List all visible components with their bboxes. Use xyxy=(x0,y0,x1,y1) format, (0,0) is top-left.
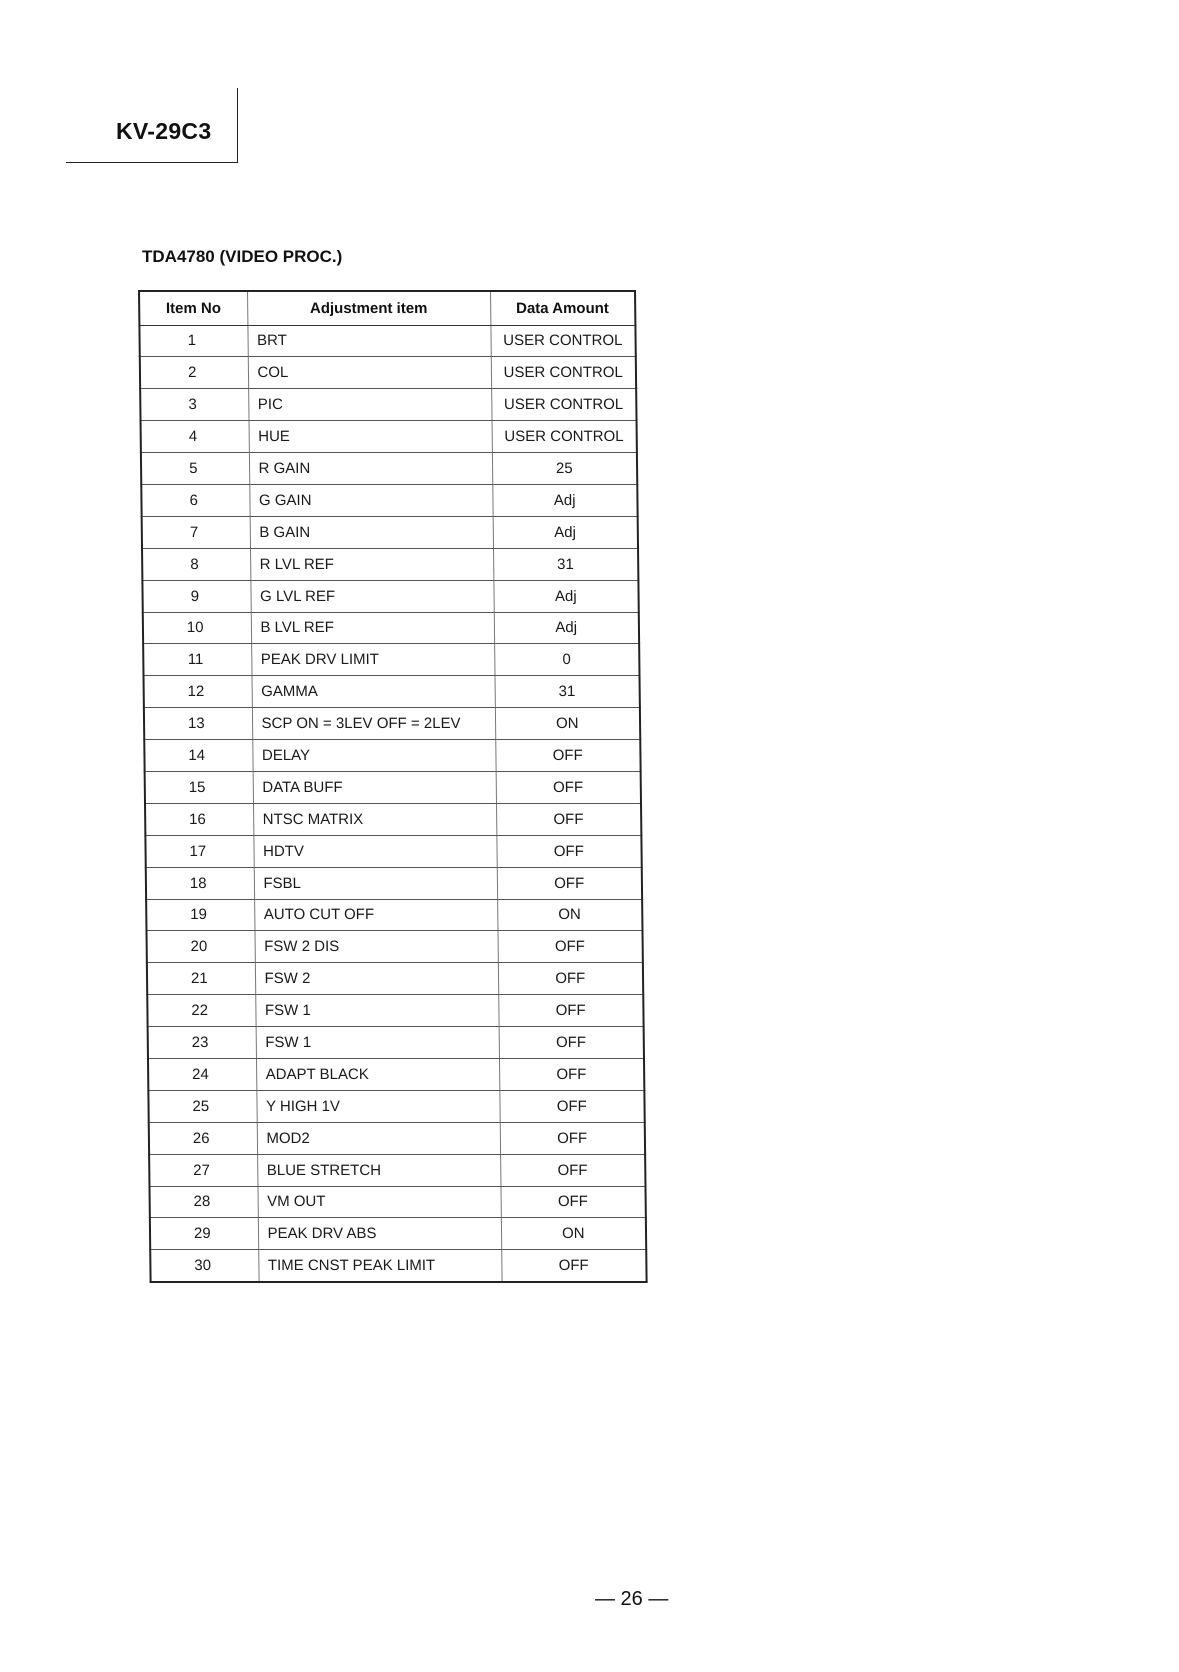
cell-adjustment-item: B GAIN xyxy=(250,516,493,548)
cell-adjustment-item: HDTV xyxy=(253,835,496,867)
table-row xyxy=(150,1218,646,1250)
cell-data-amount: 31 xyxy=(495,676,640,708)
cell-adjustment-item: MOD2 xyxy=(257,1122,500,1154)
cell-adjustment-item: HUE xyxy=(249,421,492,453)
cell-data-amount: OFF xyxy=(500,1186,645,1218)
table-row xyxy=(142,516,638,548)
cell-data-amount: USER CONTROL xyxy=(490,325,635,357)
cell-adjustment-item: Y HIGH 1V xyxy=(256,1090,499,1122)
cell-data-amount: Adj xyxy=(492,484,637,516)
cell-item-no: 18 xyxy=(146,867,254,899)
table-row xyxy=(144,708,640,740)
adjustment-table xyxy=(138,290,648,1283)
cell-adjustment-item: FSW 1 xyxy=(256,1027,499,1059)
table-row xyxy=(144,740,640,772)
cell-data-amount: 0 xyxy=(494,644,639,676)
cell-data-amount: OFF xyxy=(495,740,640,772)
cell-data-amount: OFF xyxy=(496,803,641,835)
cell-item-no: 21 xyxy=(147,963,255,995)
cell-data-amount: Adj xyxy=(494,612,639,644)
cell-adjustment-item: TIME CNST PEAK LIMIT xyxy=(258,1250,501,1282)
cell-item-no: 11 xyxy=(143,644,251,676)
cell-adjustment-item: SCP ON = 3LEV OFF = 2LEV xyxy=(252,708,495,740)
cell-adjustment-item: FSBL xyxy=(254,867,497,899)
cell-item-no: 4 xyxy=(141,421,249,453)
cell-data-amount: OFF xyxy=(500,1122,645,1154)
table-row xyxy=(147,995,643,1027)
cell-data-amount: ON xyxy=(495,708,640,740)
table-row xyxy=(147,963,643,995)
table-row xyxy=(142,548,638,580)
table-row xyxy=(145,835,641,867)
cell-adjustment-item: PEAK DRV LIMIT xyxy=(251,644,494,676)
cell-item-no: 16 xyxy=(145,803,253,835)
table-row xyxy=(141,484,637,516)
table-row xyxy=(144,676,640,708)
table-row xyxy=(141,453,637,485)
cell-data-amount: OFF xyxy=(496,771,641,803)
cell-item-no: 14 xyxy=(144,740,252,772)
cell-item-no: 19 xyxy=(146,899,254,931)
section-title: TDA4780 (VIDEO PROC.) xyxy=(142,247,343,266)
cell-adjustment-item: VM OUT xyxy=(257,1186,500,1218)
table-row xyxy=(140,357,636,389)
cell-item-no: 6 xyxy=(141,484,249,516)
column-header-data-amount: Data Amount xyxy=(490,291,635,325)
cell-item-no: 22 xyxy=(147,995,255,1027)
cell-data-amount: OFF xyxy=(498,963,643,995)
cell-item-no: 8 xyxy=(142,548,250,580)
cell-adjustment-item: G LVL REF xyxy=(250,580,493,612)
table-row xyxy=(145,771,641,803)
table-row xyxy=(146,867,642,899)
cell-adjustment-item: FSW 2 DIS xyxy=(254,931,497,963)
cell-data-amount: ON xyxy=(501,1218,646,1250)
cell-data-amount: USER CONTROL xyxy=(491,389,636,421)
cell-data-amount: OFF xyxy=(497,867,642,899)
cell-item-no: 15 xyxy=(145,771,253,803)
model-title: KV-29C3 xyxy=(116,118,212,144)
cell-item-no: 26 xyxy=(149,1122,257,1154)
table-row xyxy=(150,1250,646,1282)
cell-adjustment-item: PIC xyxy=(248,389,491,421)
cell-item-no: 1 xyxy=(139,325,247,357)
cell-item-no: 2 xyxy=(140,357,248,389)
column-header-item-no: Item No xyxy=(139,291,247,325)
cell-item-no: 5 xyxy=(141,453,249,485)
table-row xyxy=(149,1186,645,1218)
cell-data-amount: USER CONTROL xyxy=(492,421,637,453)
cell-data-amount: OFF xyxy=(501,1250,646,1282)
cell-item-no: 3 xyxy=(140,389,248,421)
page-number: — 26 — xyxy=(595,1588,669,1610)
table-row xyxy=(141,421,637,453)
cell-data-amount: Adj xyxy=(493,580,638,612)
table-row xyxy=(149,1122,645,1154)
table-row xyxy=(149,1154,645,1186)
cell-item-no: 29 xyxy=(150,1218,258,1250)
adjustment-table-wrapper xyxy=(138,290,646,1283)
cell-data-amount: Adj xyxy=(493,516,638,548)
cell-item-no: 23 xyxy=(148,1027,256,1059)
cell-adjustment-item: AUTO CUT OFF xyxy=(254,899,497,931)
table-row xyxy=(148,1027,644,1059)
cell-data-amount: ON xyxy=(497,899,642,931)
cell-item-no: 12 xyxy=(144,676,252,708)
cell-adjustment-item: G GAIN xyxy=(249,484,492,516)
cell-item-no: 10 xyxy=(143,612,251,644)
cell-adjustment-item: R LVL REF xyxy=(250,548,493,580)
table-row xyxy=(145,803,641,835)
cell-item-no: 9 xyxy=(142,580,250,612)
cell-data-amount: OFF xyxy=(498,995,643,1027)
cell-data-amount: 31 xyxy=(493,548,638,580)
table-row xyxy=(143,644,639,676)
cell-item-no: 30 xyxy=(150,1250,258,1282)
table-row xyxy=(146,899,642,931)
cell-data-amount: OFF xyxy=(497,931,642,963)
cell-item-no: 25 xyxy=(148,1090,256,1122)
table-row xyxy=(139,325,635,357)
column-header-adjustment-item: Adjustment item xyxy=(247,291,490,325)
cell-data-amount: USER CONTROL xyxy=(491,357,636,389)
cell-adjustment-item: BLUE STRETCH xyxy=(257,1154,500,1186)
table-row xyxy=(143,612,639,644)
table-row xyxy=(142,580,638,612)
cell-adjustment-item: FSW 1 xyxy=(255,995,498,1027)
cell-data-amount: OFF xyxy=(499,1090,644,1122)
cell-data-amount: OFF xyxy=(496,835,641,867)
cell-item-no: 17 xyxy=(145,835,253,867)
cell-adjustment-item: COL xyxy=(248,357,491,389)
table-row xyxy=(146,931,642,963)
cell-adjustment-item: BRT xyxy=(247,325,490,357)
table-row xyxy=(148,1090,644,1122)
cell-data-amount: OFF xyxy=(499,1027,644,1059)
cell-adjustment-item: NTSC MATRIX xyxy=(253,803,496,835)
table-header-row xyxy=(139,291,635,325)
cell-adjustment-item: PEAK DRV ABS xyxy=(258,1218,501,1250)
cell-data-amount: OFF xyxy=(499,1058,644,1090)
cell-item-no: 7 xyxy=(142,516,250,548)
cell-adjustment-item: DATA BUFF xyxy=(253,771,496,803)
cell-adjustment-item: R GAIN xyxy=(249,453,492,485)
cell-adjustment-item: FSW 2 xyxy=(255,963,498,995)
table-row xyxy=(148,1058,644,1090)
cell-adjustment-item: B LVL REF xyxy=(251,612,494,644)
cell-item-no: 13 xyxy=(144,708,252,740)
cell-adjustment-item: ADAPT BLACK xyxy=(256,1058,499,1090)
cell-data-amount: OFF xyxy=(500,1154,645,1186)
cell-adjustment-item: GAMMA xyxy=(252,676,495,708)
table-row xyxy=(140,389,636,421)
cell-data-amount: 25 xyxy=(492,453,637,485)
cell-item-no: 28 xyxy=(149,1186,257,1218)
cell-item-no: 27 xyxy=(149,1154,257,1186)
table-body xyxy=(139,325,646,1282)
cell-adjustment-item: DELAY xyxy=(252,740,495,772)
cell-item-no: 20 xyxy=(146,931,254,963)
cell-item-no: 24 xyxy=(148,1058,256,1090)
